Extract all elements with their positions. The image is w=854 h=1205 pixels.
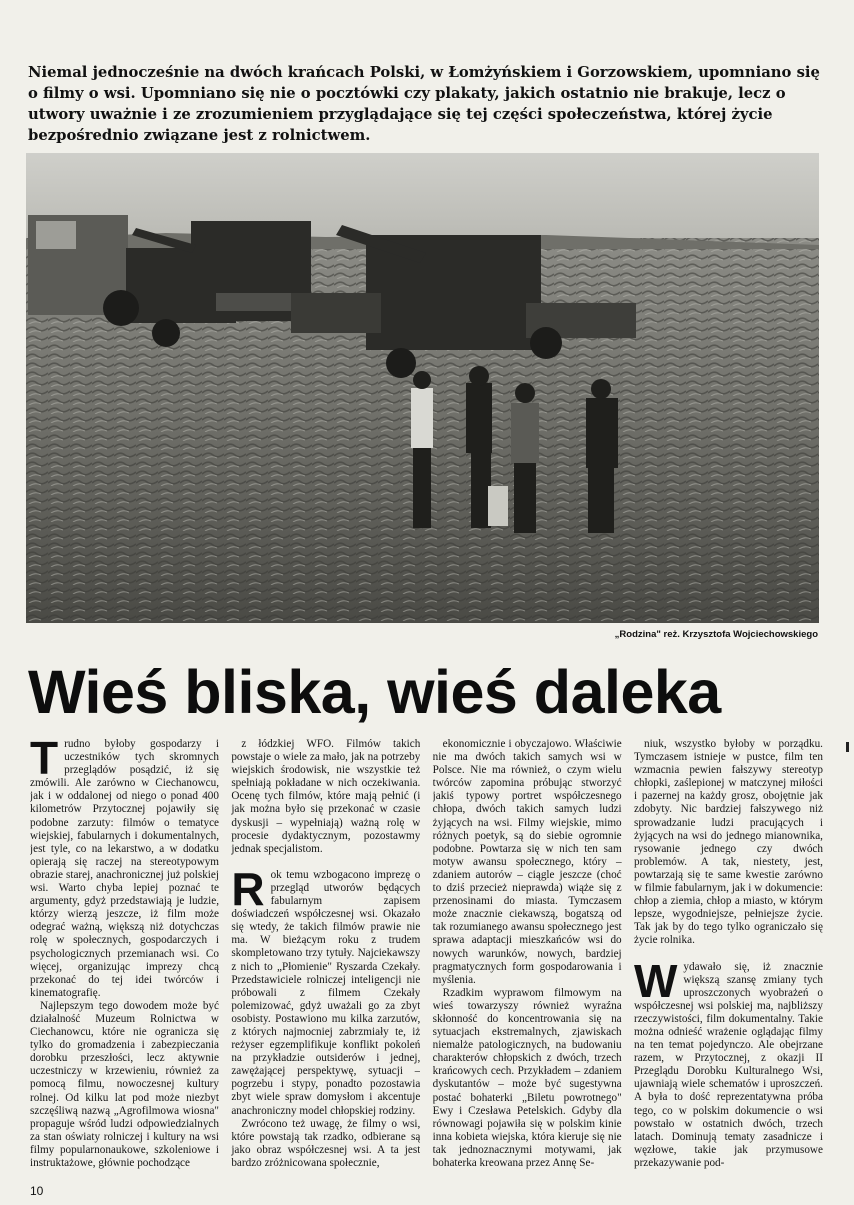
text-column-3 (433, 738, 622, 1178)
paragraph-text: z łódzkiej WFO. Filmów takich powstaje o wiele za mało, jak na potrzeby wiejskich środowisk, nie wszystkie też spełniają pokładane w nich oczekiwania. Ocenę tych filmów, które mają pełnić (i jak można było się przekonać w czasie dyskusji – wypełniają) ważną rolę w procesie dydaktycznym, pozostawmy jednak specjalistom. (231, 738, 421, 855)
paragraph (231, 862, 421, 1118)
drop-cap: R (231, 862, 265, 915)
drop-cap: T (30, 738, 59, 784)
paragraph (231, 1118, 420, 1170)
margin-mark (846, 742, 849, 752)
paragraph (30, 1000, 219, 1170)
article-body (30, 738, 823, 1178)
paragraph-text: rudno byłoby gospodarzy i uczestników tych skromnych przeglądów posądzić, iż się zmówili. Ale zarówno w Ciechanowcu, jak i w oddalonej od niego o ponad 400 kilometrów Przytocznej pojawiły się podobne zarzuty: filmów o tematyce wiejskiej, fabularnych i dokumentalnych, jest tyle, co na lekarstwo, a w dodatku opierają się raczej na stereotypowym obrazie starej, anachronicznej już polskiej wsi. Warto chyba lepiej poznać te argumenty, gdyż przedstawiają je ludzie, którzy wierzą jeszcze, iż film może odegrać ważną, większą niż dotychczas rolę w społecznych, gospodarczych i psychologicznych przemianach wsi. Co więcej, organizując imprezy chcą przekonać do tej idei twórców i kinematografię. (30, 738, 219, 999)
paragraph-text: niuk, wszystko byłoby w porządku. Tymczasem istnieje w pustce, film ten wzmacnia pewien fałszywy stereotyp chłopki, zaślepionej w matczynej miłości i pazernej na każdy grosz, obojętnie jak zdobyty. Nic bardziej fałszywego niż sprowadzanie ludzi pracujących i żyjących na wsi do jednego mianownika, rysowanie jednego czy dwóch problemów. A tak, niestety, jest, powtarzają się te same kwestie zarówno w filmie fabularnym, jak i w dokumencie: chłop a ziemia, chłop a miasto, w którym lepsze, wygodniejsze, pełniejsze życie. Tak jak by do tego tylko ograniczało się życie rolnika. (633, 738, 823, 947)
text-column-2 (231, 738, 420, 1178)
paragraph-text: Najlepszym tego dowodem może być działalność Muzeum Rolnictwa w Ciechanowcu, które nie ogranicza się tylko do gromadzenia i zabezpieczania dorobku przeszłości, lecz aktywnie uczestniczy w krzewieniu, również za pomocą filmu, nowoczesnej kultury rolnej. Od kilku lat pod może niezbyt szczęśliwą nazwą „Agrofilmowa wiosna" propaguje wśród ludzi odpowiedzialnych za stan oświaty rolniczej i kultury na wsi filmy popularnonaukowe, szkoleniowe i instruktażowe, głównie pochodzące (30, 999, 219, 1169)
paragraph (633, 954, 823, 1171)
paragraph-text: ekonomicznie i obyczajowo. Właściwie nie ma dwóch takich samych wsi w Polsce. Nie ma również, o czym wielu twórców zapomina próbując stworzyć jakiś typowy portret współczesnego chłopa, dwóch takich samych ludzi żyjących na wsi. Filmy wiejskie, mimo różnych poetyk, są do siebie ogromnie podobne. Powtarza się w nich ten sam motyw awansu społecznego, który – zdaniem autorów – ciągle jeszcze (choć to dziś przecież nieprawda) wiąże się z przenosinami do miasta. Tymczasem może znacznie ciekawszą, bogatszą od tak rozumianego awansu społecznego jest sprawa adaptacji mieszkańców wsi do nowych warunków, nowych, bardziej pragmatycznych form gospodarowania i myślenia. (432, 738, 622, 986)
paragraph (433, 987, 622, 1170)
text-column-1 (30, 738, 219, 1178)
paragraph (634, 738, 823, 948)
text-column-4 (634, 738, 823, 1178)
paragraph (231, 738, 420, 856)
paragraph (433, 738, 622, 987)
paragraph (30, 738, 219, 1000)
paragraph-text: ok temu wzbogacono imprezę o przegląd utworów będących fabularnym zapisem doświadczeń współczesnej wsi. Okazało się wtedy, że takich filmów prawie nie ma. W bieżącym roku z trudem skompletowano trzy tytuły. Najciekawszy z nich to „Płomienie" Ryszarda Czekały. Przedstawiciele rolniczej inteligencji nie próbowali z filmem Czekały polemizować, gdyż uważali go za zbyt osobisty. Postawiono mu kilka zarzutów, z których najmocniej zabrzmiały te, iż reżyser egzemplifikuje konflikt pokoleń na przykładzie outsiderów i jednej, zawężającej perspektywę, sytuacji – pogrzebu i stypy, ponadto pozostawia zbyt wiele spraw domysłom i akcentuje anachroniczny model chłopskiej rodziny. (231, 868, 421, 1117)
film-still-photo (26, 153, 819, 623)
page-number: 10 (30, 1184, 44, 1198)
paragraph-text: Rzadkim wyprawom filmowym na wieś towarzyszy również wyraźna skłonność do koncentrowania się na sytuacjach ekstremalnych, zjawiskach niemalże patologicznych, na budowaniu charakterów chłopskich z dwóch, trzech krańcowych cech. Przykładem – zdaniem dyskutantów – może być sugestywna postać bohaterki „Biletu powrotnego" Ewy i Czesława Petelskich. Gdyby dla równowagi pojawiła się w polskim kinie inna kobieta wiejska, która kieruje się nie tak jednoznacznymi motywami, jak bohaterka kreowana przez Annę Se- (432, 986, 622, 1169)
photo-caption: „Rodzina" reż. Krzysztofa Wojciechowskiego (614, 629, 818, 640)
paragraph-text: Zwrócono też uwagę, że filmy o wsi, które powstają tak rzadko, odbierane są jako obraz współczesnej wsi. A ta jest bardzo zróżnicowana społecznie, (231, 1117, 421, 1169)
drop-cap: W (633, 954, 678, 1007)
lead-paragraph: Niemal jednocześnie na dwóch krańcach Polski, w Łomżyńskiem i Gorzowskiem, upomniano się o filmy o wsi. Upomniano się nie o pocztówki czy plakaty, jakich ostatnio nie brakuje, lecz o utwory uważnie i ze zrozumieniem przyglądające się tej części społeczeństwa, której życie bezpośrednio związane jest z rolnictwem. (28, 64, 820, 144)
paragraph-text: ydawało się, iż znacznie większą szansę zmiany tych uproszczonych wyobrażeń o współczesnej wsi polskiej ma, najbliższy rzeczywistości, film dokumentalny. Takie można odnieść wrażenie oglądając filmy na ten temat pojedynczo. Ale obejrzane razem, w Przytocznej, z okazji II Przeglądu Dorobku Kulturalnego Wsi, ujawniają wiele schematów i uproszczeń. A była to dość reprezentatywna próba tego, co w polskim dokumencie o wsi powstało w ostatnich dwóch, trzech latach. Dominują tematy zasadnicze i węzłowe, takie jak przymusowe przekazywanie pod- (633, 960, 823, 1169)
article-headline: Wieś bliska, wieś daleka (28, 658, 721, 726)
